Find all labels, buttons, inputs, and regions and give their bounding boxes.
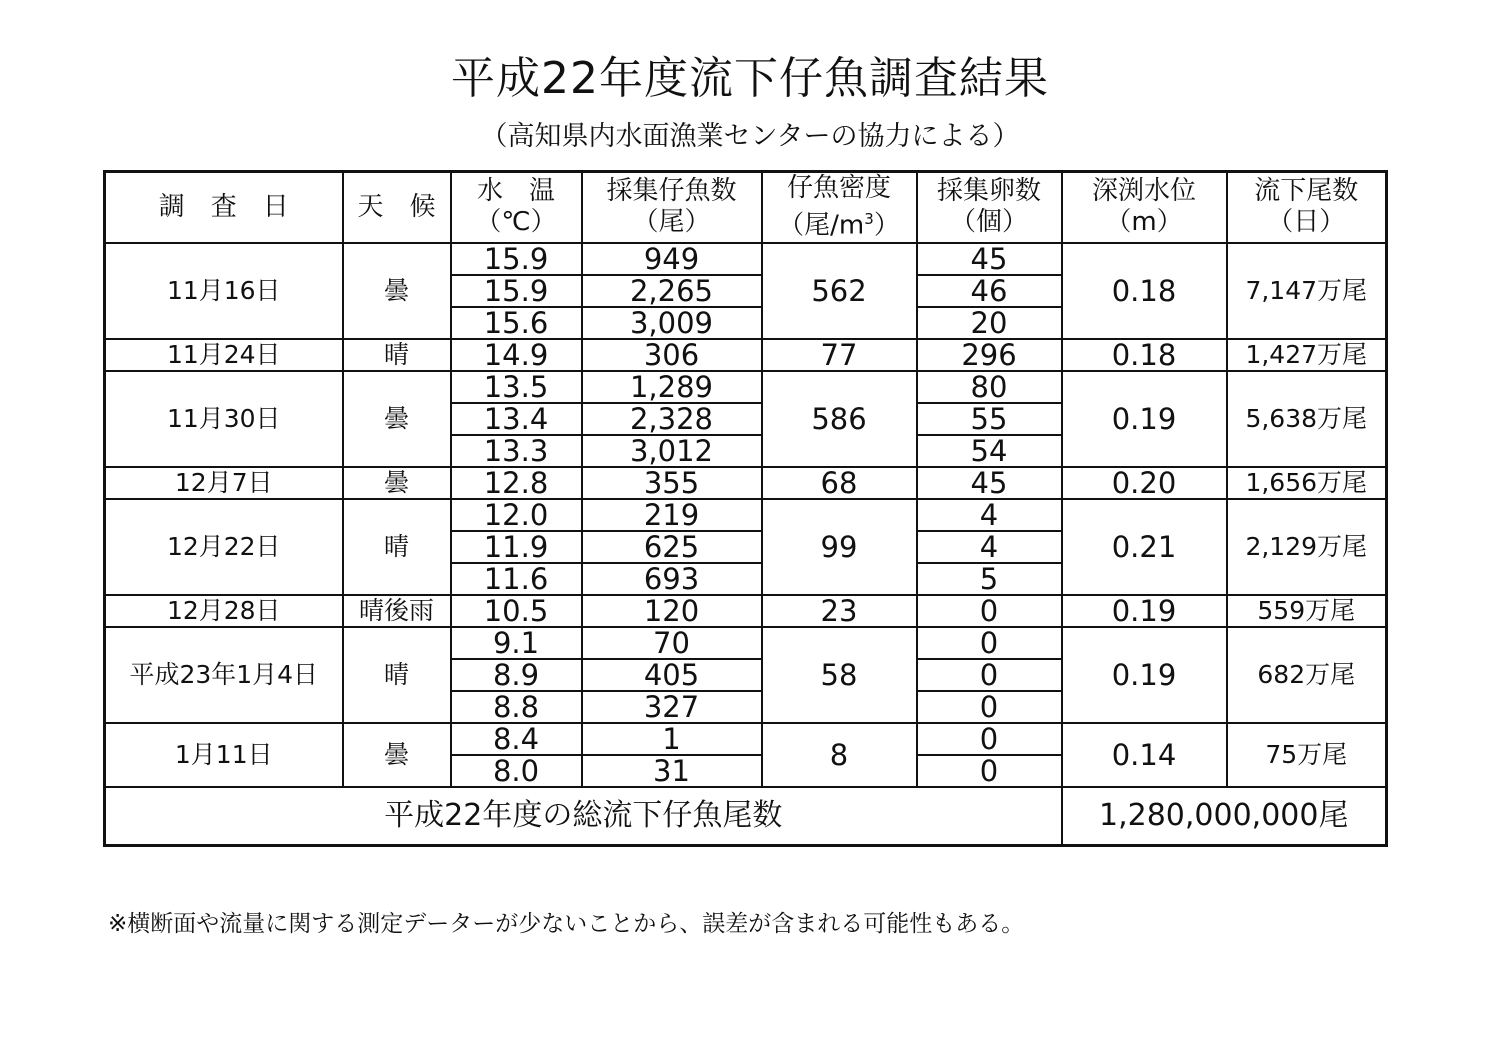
cell-water-level: 0.19	[1062, 595, 1227, 627]
header-water-level: 深渕水位 （m）	[1062, 172, 1227, 243]
cell-egg-count: 0	[917, 691, 1062, 723]
cell-fry-count: 120	[582, 595, 762, 627]
cell-fry-count: 70	[582, 627, 762, 659]
cell-fry-count: 693	[582, 563, 762, 595]
cell-egg-count: 45	[917, 243, 1062, 275]
cell-egg-count: 5	[917, 563, 1062, 595]
total-row	[105, 787, 1387, 846]
cell-temp: 13.5	[451, 371, 582, 403]
cell-flow: 559万尾	[1227, 595, 1387, 627]
cell-weather: 晴	[343, 627, 451, 723]
cell-weather: 曇	[343, 723, 451, 787]
cell-density: 586	[762, 371, 917, 467]
cell-temp: 8.4	[451, 723, 582, 755]
cell-egg-count: 296	[917, 339, 1062, 371]
cell-fry-count: 3,009	[582, 307, 762, 339]
cell-fry-count: 2,328	[582, 403, 762, 435]
cell-water-level: 0.14	[1062, 723, 1227, 787]
cell-density: 23	[762, 595, 917, 627]
cell-temp: 13.4	[451, 403, 582, 435]
cell-date: 12月7日	[105, 467, 343, 499]
cell-water-level: 0.21	[1062, 499, 1227, 595]
table-row	[105, 723, 1387, 755]
cell-egg-count: 46	[917, 275, 1062, 307]
cell-egg-count: 0	[917, 659, 1062, 691]
cell-water-level: 0.18	[1062, 339, 1227, 371]
header-fry-count: 採集仔魚数 （尾）	[582, 172, 762, 243]
cell-weather: 晴	[343, 499, 451, 595]
cell-fry-count: 355	[582, 467, 762, 499]
cell-weather: 晴後雨	[343, 595, 451, 627]
cell-egg-count: 0	[917, 627, 1062, 659]
survey-table	[103, 170, 1388, 847]
cell-temp: 14.9	[451, 339, 582, 371]
cell-density: 562	[762, 243, 917, 339]
cell-date: 1月11日	[105, 723, 343, 787]
cell-date: 11月24日	[105, 339, 343, 371]
cell-water-level: 0.19	[1062, 371, 1227, 467]
cell-weather: 曇	[343, 467, 451, 499]
cell-date: 平成23年1月4日	[105, 627, 343, 723]
cell-flow: 75万尾	[1227, 723, 1387, 787]
cell-water-level: 0.19	[1062, 627, 1227, 723]
cell-density: 58	[762, 627, 917, 723]
cell-date: 12月28日	[105, 595, 343, 627]
table-row	[105, 339, 1387, 371]
cell-temp: 15.9	[451, 275, 582, 307]
cell-density: 77	[762, 339, 917, 371]
total-value: 1,280,000,000尾	[1062, 787, 1387, 846]
cell-fry-count: 31	[582, 755, 762, 787]
cell-flow: 1,656万尾	[1227, 467, 1387, 499]
cell-water-level: 0.20	[1062, 467, 1227, 499]
cell-egg-count: 0	[917, 723, 1062, 755]
table-row	[105, 467, 1387, 499]
cell-weather: 晴	[343, 339, 451, 371]
cell-fry-count: 327	[582, 691, 762, 723]
cell-temp: 13.3	[451, 435, 582, 467]
table-row	[105, 595, 1387, 627]
cell-fry-count: 1,289	[582, 371, 762, 403]
cell-egg-count: 4	[917, 499, 1062, 531]
document-title: 平成22年度流下仔魚調査結果	[451, 53, 1049, 104]
table-row	[105, 371, 1387, 403]
cell-egg-count: 0	[917, 755, 1062, 787]
cell-weather: 曇	[343, 243, 451, 339]
header-row	[105, 172, 1387, 243]
header-water-temp: 水 温 （℃）	[451, 172, 582, 243]
cell-temp: 12.8	[451, 467, 582, 499]
cell-fry-count: 1	[582, 723, 762, 755]
footnote: ※横断面や流量に関する測定データーが少ないことから、誤差が含まれる可能性もある。	[108, 911, 1025, 937]
cell-temp: 11.6	[451, 563, 582, 595]
total-label: 平成22年度の総流下仔魚尾数	[105, 787, 1062, 846]
cell-temp: 11.9	[451, 531, 582, 563]
cell-fry-count: 219	[582, 499, 762, 531]
table-row	[105, 499, 1387, 531]
cell-egg-count: 0	[917, 595, 1062, 627]
cell-egg-count: 54	[917, 435, 1062, 467]
cell-egg-count: 55	[917, 403, 1062, 435]
cell-temp: 8.0	[451, 755, 582, 787]
cell-temp: 8.8	[451, 691, 582, 723]
cell-temp: 12.0	[451, 499, 582, 531]
cell-flow: 7,147万尾	[1227, 243, 1387, 339]
cell-temp: 15.6	[451, 307, 582, 339]
cell-egg-count: 80	[917, 371, 1062, 403]
cell-fry-count: 3,012	[582, 435, 762, 467]
survey-table-body	[105, 243, 1387, 846]
cell-temp: 9.1	[451, 627, 582, 659]
cell-temp: 8.9	[451, 659, 582, 691]
cell-weather: 曇	[343, 371, 451, 467]
cell-temp: 15.9	[451, 243, 582, 275]
cell-water-level: 0.18	[1062, 243, 1227, 339]
header-weather: 天 候	[343, 172, 451, 243]
cell-fry-count: 405	[582, 659, 762, 691]
cell-flow: 682万尾	[1227, 627, 1387, 723]
cell-density: 8	[762, 723, 917, 787]
header-fry-density: 仔魚密度 （尾$/m^3$）	[762, 172, 917, 243]
cell-flow: 1,427万尾	[1227, 339, 1387, 371]
cell-flow: 2,129万尾	[1227, 499, 1387, 595]
table-row	[105, 243, 1387, 275]
cell-fry-count: 625	[582, 531, 762, 563]
cell-egg-count: 4	[917, 531, 1062, 563]
cell-temp: 10.5	[451, 595, 582, 627]
header-egg-count: 採集卵数 （個）	[917, 172, 1062, 243]
cell-egg-count: 45	[917, 467, 1062, 499]
cell-egg-count: 20	[917, 307, 1062, 339]
table-row	[105, 627, 1387, 659]
header-date: 調 査 日	[105, 172, 343, 243]
document-subtitle: （高知県内水面漁業センターの協力による）	[480, 121, 1020, 152]
header-flow-count: 流下尾数 （日）	[1227, 172, 1387, 243]
cell-date: 12月22日	[105, 499, 343, 595]
cell-date: 11月30日	[105, 371, 343, 467]
cell-fry-count: 949	[582, 243, 762, 275]
cell-fry-count: 306	[582, 339, 762, 371]
cell-density: 99	[762, 499, 917, 595]
cell-density: 68	[762, 467, 917, 499]
cell-flow: 5,638万尾	[1227, 371, 1387, 467]
cell-date: 11月16日	[105, 243, 343, 339]
cell-fry-count: 2,265	[582, 275, 762, 307]
